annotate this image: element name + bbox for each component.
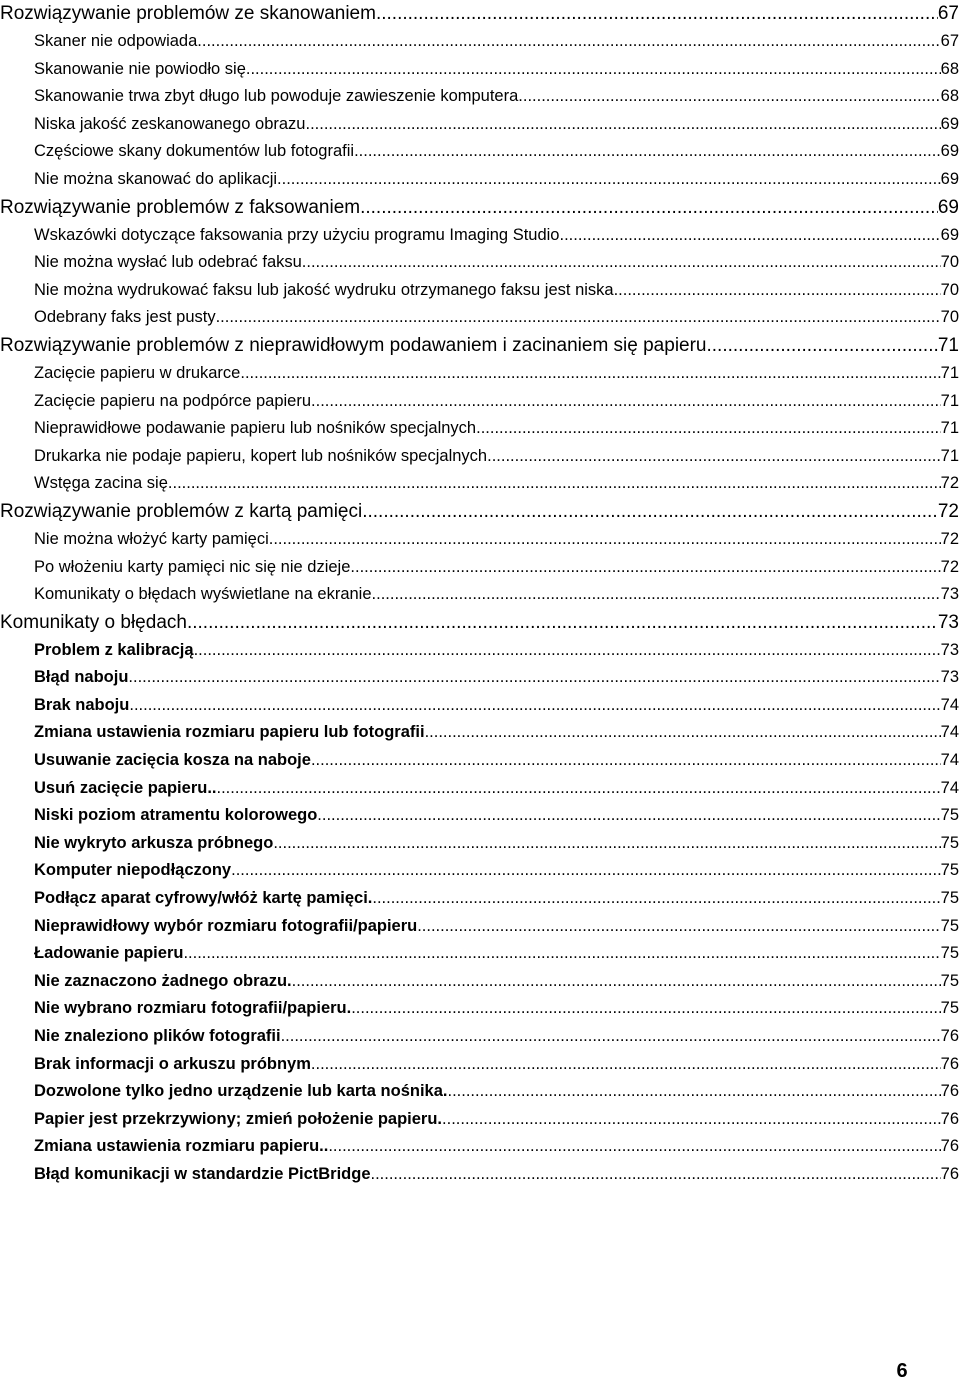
toc-entry-title: Zmiana ustawienia rozmiaru papieru lub fotografii bbox=[34, 723, 425, 742]
toc-entry-title: Rozwiązywanie problemów z faksowaniem bbox=[0, 196, 361, 218]
toc-entry-page: 74 bbox=[940, 723, 959, 742]
toc-entry[interactable] bbox=[0, 664, 960, 692]
toc-dot-leader bbox=[281, 1023, 941, 1051]
toc-entry[interactable] bbox=[0, 526, 960, 554]
toc-section-entry[interactable] bbox=[0, 0, 960, 28]
toc-entry[interactable] bbox=[0, 719, 960, 747]
toc-entry-title: Skaner nie odpowiada bbox=[34, 32, 198, 50]
toc-entry-title: Zmiana ustawienia rozmiaru papieru.. bbox=[34, 1137, 329, 1156]
toc-dot-leader bbox=[269, 526, 941, 554]
toc-entry[interactable] bbox=[0, 166, 960, 194]
toc-entry-title: Papier jest przekrzywiony; zmień położenie papieru. bbox=[34, 1109, 443, 1128]
toc-entry-page: 76 bbox=[940, 1082, 959, 1101]
toc-entry[interactable] bbox=[0, 554, 960, 582]
toc-entry-title: Wskazówki dotyczące faksowania przy użyciu programu Imaging Studio bbox=[34, 225, 560, 244]
toc-entry[interactable] bbox=[0, 830, 960, 858]
toc-entry-page: 74 bbox=[940, 751, 959, 770]
toc-entry[interactable] bbox=[0, 1051, 960, 1079]
toc-entry-page: 75 bbox=[940, 806, 959, 825]
toc-dot-leader bbox=[487, 443, 941, 471]
toc-dot-leader bbox=[354, 138, 941, 166]
toc-entry-title: Skanowanie trwa zbyt długo lub powoduje zawieszenie komputera bbox=[34, 87, 519, 106]
toc-dot-leader bbox=[707, 332, 938, 360]
toc-dot-leader bbox=[372, 581, 941, 609]
toc-entry-page: 70 bbox=[940, 253, 959, 272]
toc-entry[interactable] bbox=[0, 581, 960, 609]
toc-dot-leader bbox=[317, 802, 940, 830]
toc-entry[interactable] bbox=[0, 913, 960, 941]
toc-dot-leader bbox=[277, 166, 941, 194]
toc-dot-leader bbox=[376, 0, 938, 28]
toc-entry[interactable] bbox=[0, 249, 960, 277]
toc-entry-page: 68 bbox=[940, 59, 959, 78]
toc-entry-title: Rozwiązywanie problemów z nieprawidłowym podawaniem i zacinaniem się papieru bbox=[0, 334, 707, 356]
toc-entry[interactable] bbox=[0, 968, 960, 996]
toc-dot-leader bbox=[351, 995, 940, 1023]
toc-entry-title: Podłącz aparat cyfrowy/włóż kartę pamięci. bbox=[34, 889, 373, 908]
toc-entry-page: 71 bbox=[937, 334, 959, 356]
toc-entry-page: 71 bbox=[940, 419, 959, 438]
toc-entry-page: 72 bbox=[937, 500, 959, 522]
toc-entry-title: Rozwiązywanie problemów ze skanowaniem bbox=[0, 3, 376, 24]
toc-entry-title: Nie można włożyć karty pamięci bbox=[34, 529, 269, 548]
toc-entry[interactable] bbox=[0, 802, 960, 830]
toc-entry-title: Dozwolone tylko jedno urządzenie lub karta nośnika. bbox=[34, 1082, 448, 1101]
toc-entry[interactable] bbox=[0, 637, 960, 665]
toc-entry[interactable] bbox=[0, 885, 960, 913]
toc-entry-title: Komputer niepodłączony bbox=[34, 861, 232, 880]
toc-entry[interactable] bbox=[0, 470, 960, 498]
toc-entry-title: Komunikaty o błędach wyświetlane na ekranie bbox=[34, 585, 372, 604]
toc-entry[interactable] bbox=[0, 222, 960, 250]
toc-dot-leader bbox=[183, 940, 940, 968]
toc-entry-title: Niski poziom atramentu kolorowego bbox=[34, 806, 318, 825]
toc-entry[interactable] bbox=[0, 304, 960, 332]
toc-section-entry[interactable] bbox=[0, 332, 960, 360]
toc-entry[interactable] bbox=[0, 111, 960, 139]
toc-dot-leader bbox=[442, 1106, 941, 1134]
toc-entry-title: Nie można wysłać lub odebrać faksu bbox=[34, 253, 302, 272]
toc-entry-page: 72 bbox=[940, 557, 959, 576]
toc-entry[interactable] bbox=[0, 415, 960, 443]
page-number-text: 6 bbox=[896, 1360, 908, 1382]
toc-entry[interactable] bbox=[0, 56, 960, 84]
toc-dot-leader bbox=[292, 968, 941, 996]
toc-entry-page: 75 bbox=[940, 944, 959, 963]
toc-entry[interactable] bbox=[0, 1161, 960, 1189]
toc-entry-page: 69 bbox=[937, 196, 959, 218]
toc-entry-page: 73 bbox=[937, 611, 959, 633]
toc-entry-title: Brak naboju bbox=[34, 695, 130, 714]
toc-dot-leader bbox=[447, 1078, 940, 1106]
toc-entry-page: 75 bbox=[940, 889, 959, 908]
toc-dot-leader bbox=[362, 498, 938, 526]
toc-entry-page: 76 bbox=[940, 1164, 959, 1183]
toc-dot-leader bbox=[372, 885, 940, 913]
toc-entry[interactable] bbox=[0, 1078, 960, 1106]
toc-entry-title: Problem z kalibracją bbox=[34, 640, 194, 659]
toc-entry-title: Nie wybrano rozmiaru fotografii/papieru. bbox=[34, 999, 352, 1018]
toc-entry-page: 75 bbox=[940, 999, 959, 1018]
toc-entry[interactable] bbox=[0, 1106, 960, 1134]
toc-entry-page: 73 bbox=[940, 668, 959, 687]
toc-entry-title: Drukarka nie podaje papieru, kopert lub nośników specjalnych bbox=[34, 446, 488, 465]
toc-entry-page: 75 bbox=[940, 916, 959, 935]
toc-entry[interactable] bbox=[0, 277, 960, 305]
toc-dot-leader bbox=[371, 1161, 941, 1189]
toc-entry-page: 71 bbox=[940, 363, 959, 382]
toc-entry[interactable] bbox=[0, 775, 960, 803]
toc-entry[interactable] bbox=[0, 1023, 960, 1051]
toc-dot-leader bbox=[417, 913, 940, 941]
toc-dot-leader bbox=[216, 304, 941, 332]
toc-entry-title: Nie można skanować do aplikacji bbox=[34, 169, 278, 188]
toc-dot-leader bbox=[518, 83, 940, 111]
toc-dot-leader bbox=[350, 554, 940, 582]
toc-dot-leader bbox=[306, 111, 941, 139]
toc-entry[interactable] bbox=[0, 995, 960, 1023]
toc-dot-leader bbox=[360, 194, 938, 222]
toc-entry[interactable] bbox=[0, 28, 960, 56]
toc-entry-page: 72 bbox=[940, 529, 959, 548]
toc-entry-title: Brak informacji o arkuszu próbnym bbox=[34, 1054, 311, 1073]
toc-dot-leader bbox=[240, 360, 940, 388]
toc-dot-leader bbox=[311, 1051, 941, 1079]
toc-dot-leader bbox=[216, 775, 940, 803]
toc-dot-leader bbox=[328, 1133, 940, 1161]
toc-entry-title: Po włożeniu karty pamięci nic się nie dzieje bbox=[34, 557, 351, 576]
toc-entry-page: 70 bbox=[940, 280, 959, 299]
toc-entry-title: Niska jakość zeskanowanego obrazu bbox=[34, 114, 306, 133]
toc-entry[interactable] bbox=[0, 1133, 960, 1161]
toc-dot-leader bbox=[194, 637, 941, 665]
toc-entry-page: 73 bbox=[940, 585, 959, 604]
toc-section-entry[interactable] bbox=[0, 194, 960, 222]
toc-entry-page: 67 bbox=[937, 3, 959, 24]
toc-entry-title: Wstęga zacina się bbox=[34, 474, 168, 493]
toc-entry-page: 72 bbox=[940, 474, 959, 493]
toc-dot-leader bbox=[614, 277, 941, 305]
toc-entry-page: 73 bbox=[940, 640, 959, 659]
toc-entry-title: Usuwanie zacięcia kosza na naboje bbox=[34, 751, 311, 770]
toc-entry[interactable] bbox=[0, 443, 960, 471]
toc-entry-title: Nieprawidłowe podawanie papieru lub nośników specjalnych bbox=[34, 419, 477, 438]
toc-entry-title: Częściowe skany dokumentów lub fotografii bbox=[34, 142, 355, 161]
toc-entry-page: 75 bbox=[940, 861, 959, 880]
toc-entry-page: 71 bbox=[940, 391, 959, 410]
toc-dot-leader bbox=[476, 415, 941, 443]
page-number bbox=[0, 1360, 920, 1383]
toc-entry[interactable] bbox=[0, 940, 960, 968]
toc-dot-leader bbox=[129, 692, 940, 720]
toc-entry-page: 69 bbox=[940, 142, 959, 161]
toc-entry[interactable] bbox=[0, 360, 960, 388]
toc-entry-title: Zacięcie papieru na podpórce papieru bbox=[34, 391, 312, 410]
toc-entry-page: 70 bbox=[940, 308, 959, 327]
toc-dot-leader bbox=[197, 28, 940, 56]
toc-entry-page: 69 bbox=[940, 225, 959, 244]
toc-entry-page: 76 bbox=[940, 1027, 959, 1045]
toc-entry-page: 76 bbox=[940, 1054, 959, 1073]
toc-dot-leader bbox=[231, 857, 941, 885]
toc-entry-page: 71 bbox=[940, 446, 959, 465]
toc-entry[interactable] bbox=[0, 747, 960, 775]
toc-entry-title: Nieprawidłowy wybór rozmiaru fotografii/papieru bbox=[34, 916, 418, 935]
toc-dot-leader bbox=[311, 388, 941, 416]
toc-entry-page: 75 bbox=[940, 833, 959, 852]
toc-entry-title: Błąd komunikacji w standardzie PictBridge bbox=[34, 1164, 371, 1183]
toc-entry-page: 76 bbox=[940, 1137, 959, 1156]
toc-dot-leader bbox=[311, 747, 941, 775]
toc-entry-page: 67 bbox=[940, 32, 959, 50]
toc-entry-title: Komunikaty o błędach bbox=[0, 611, 187, 633]
toc-dot-leader bbox=[559, 222, 940, 250]
toc-entry-title: Nie można wydrukować faksu lub jakość wydruku otrzymanego faksu jest niska bbox=[34, 280, 614, 299]
toc-entry-title: Błąd naboju bbox=[34, 668, 129, 687]
toc-entry-page: 69 bbox=[940, 114, 959, 133]
toc-dot-leader bbox=[246, 56, 941, 84]
toc-entry-title: Usuń zacięcie papieru.. bbox=[34, 778, 217, 797]
toc-entry[interactable] bbox=[0, 388, 960, 416]
toc-entry-title: Rozwiązywanie problemów z kartą pamięci bbox=[0, 500, 363, 522]
toc-entry-title: Nie wykryto arkusza próbnego bbox=[34, 833, 274, 852]
toc-entry-title: Skanowanie nie powiodło się bbox=[34, 59, 246, 78]
toc-entry-title: Nie zaznaczono żadnego obrazu. bbox=[34, 971, 292, 990]
toc-entry-page: 74 bbox=[940, 695, 959, 714]
toc-entry-page: 75 bbox=[940, 971, 959, 990]
toc-dot-leader bbox=[425, 719, 941, 747]
toc-entry-page: 68 bbox=[940, 87, 959, 106]
toc-entry[interactable] bbox=[0, 692, 960, 720]
toc-entry-title: Odebrany faks jest pusty bbox=[34, 308, 216, 327]
toc-dot-leader bbox=[187, 609, 938, 637]
toc-dot-leader bbox=[302, 249, 941, 277]
toc-section-entry[interactable] bbox=[0, 498, 960, 526]
toc-entry-title: Zacięcie papieru w drukarce bbox=[34, 363, 241, 382]
toc-entry[interactable] bbox=[0, 83, 960, 111]
toc-dot-leader bbox=[128, 664, 940, 692]
toc-entry-page: 74 bbox=[940, 778, 959, 797]
toc-dot-leader bbox=[273, 830, 940, 858]
toc-section-entry[interactable] bbox=[0, 609, 960, 637]
toc-entry-title: Nie znaleziono plików fotografii bbox=[34, 1027, 281, 1045]
toc-entry-page: 69 bbox=[940, 169, 959, 188]
toc-entry-page: 76 bbox=[940, 1109, 959, 1128]
toc-entry-title: Ładowanie papieru bbox=[34, 944, 184, 963]
toc-entry[interactable] bbox=[0, 138, 960, 166]
toc-entry[interactable] bbox=[0, 857, 960, 885]
toc-dot-leader bbox=[168, 470, 941, 498]
